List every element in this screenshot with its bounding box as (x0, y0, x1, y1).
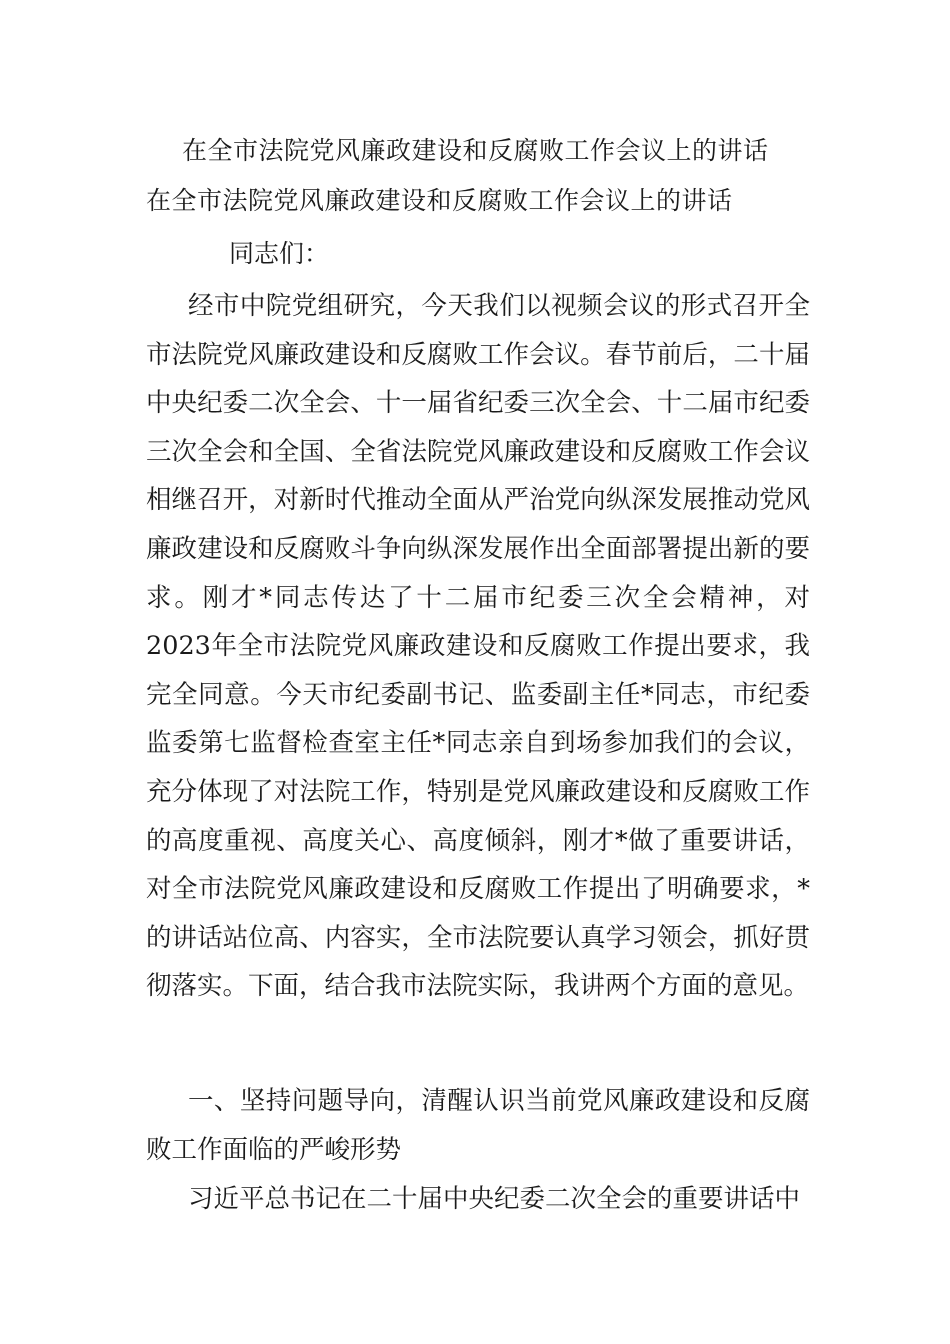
salutation: 同志们： (229, 239, 330, 268)
body-paragraph-1: 经市中院党组研究，今天我们以视频会议的形式召开全市法院党风廉政建设和反腐败工作会议。春节前后，二十届中央纪委二次全会、十一届省纪委三次全会、十二届市纪委三次全会和全国、全省法院党风廉政建设和反腐败工作会议相继召开，对新时代推动全面从严治党向纵深发展推动党风廉政建设和反腐败斗争向纵深发展作出全面部署提出新的要求。刚才*同志传达了十二届市纪委三次全会精神，对2023年全市法院党风廉政建设和反腐败工作提出要求，我完全同意。今天市纪委副书记、监委副主任*同志，市纪委监委第七监督检查室主任*同志亲自到场参加我们的会议，充分体现了对法院工作，特别是党风廉政建设和反腐败工作的高度重视、高度关心、高度倾斜，刚才*做了重要讲话，对全市法院党风廉政建设和反腐败工作提出了明确要求，*的讲话站位高、内容实，全市法院要认真学习领会，抓好贯彻落实。下面，结合我市法院实际，我讲两个方面的意见。 (146, 291, 810, 1002)
body-paragraph-2: 习近平总书记在二十届中央纪委二次全会的重要讲话中 (188, 1184, 801, 1214)
section-heading-1: 一、坚持问题导向，清醒认识当前党风廉政建设和反腐败工作面临的严峻形势 (146, 1086, 810, 1165)
document-title-line-1: 在全市法院党风廉政建设和反腐败工作会议上的讲话 (182, 136, 769, 165)
document-title-line-2: 在全市法院党风廉政建设和反腐败工作会议上的讲话 (146, 186, 733, 215)
